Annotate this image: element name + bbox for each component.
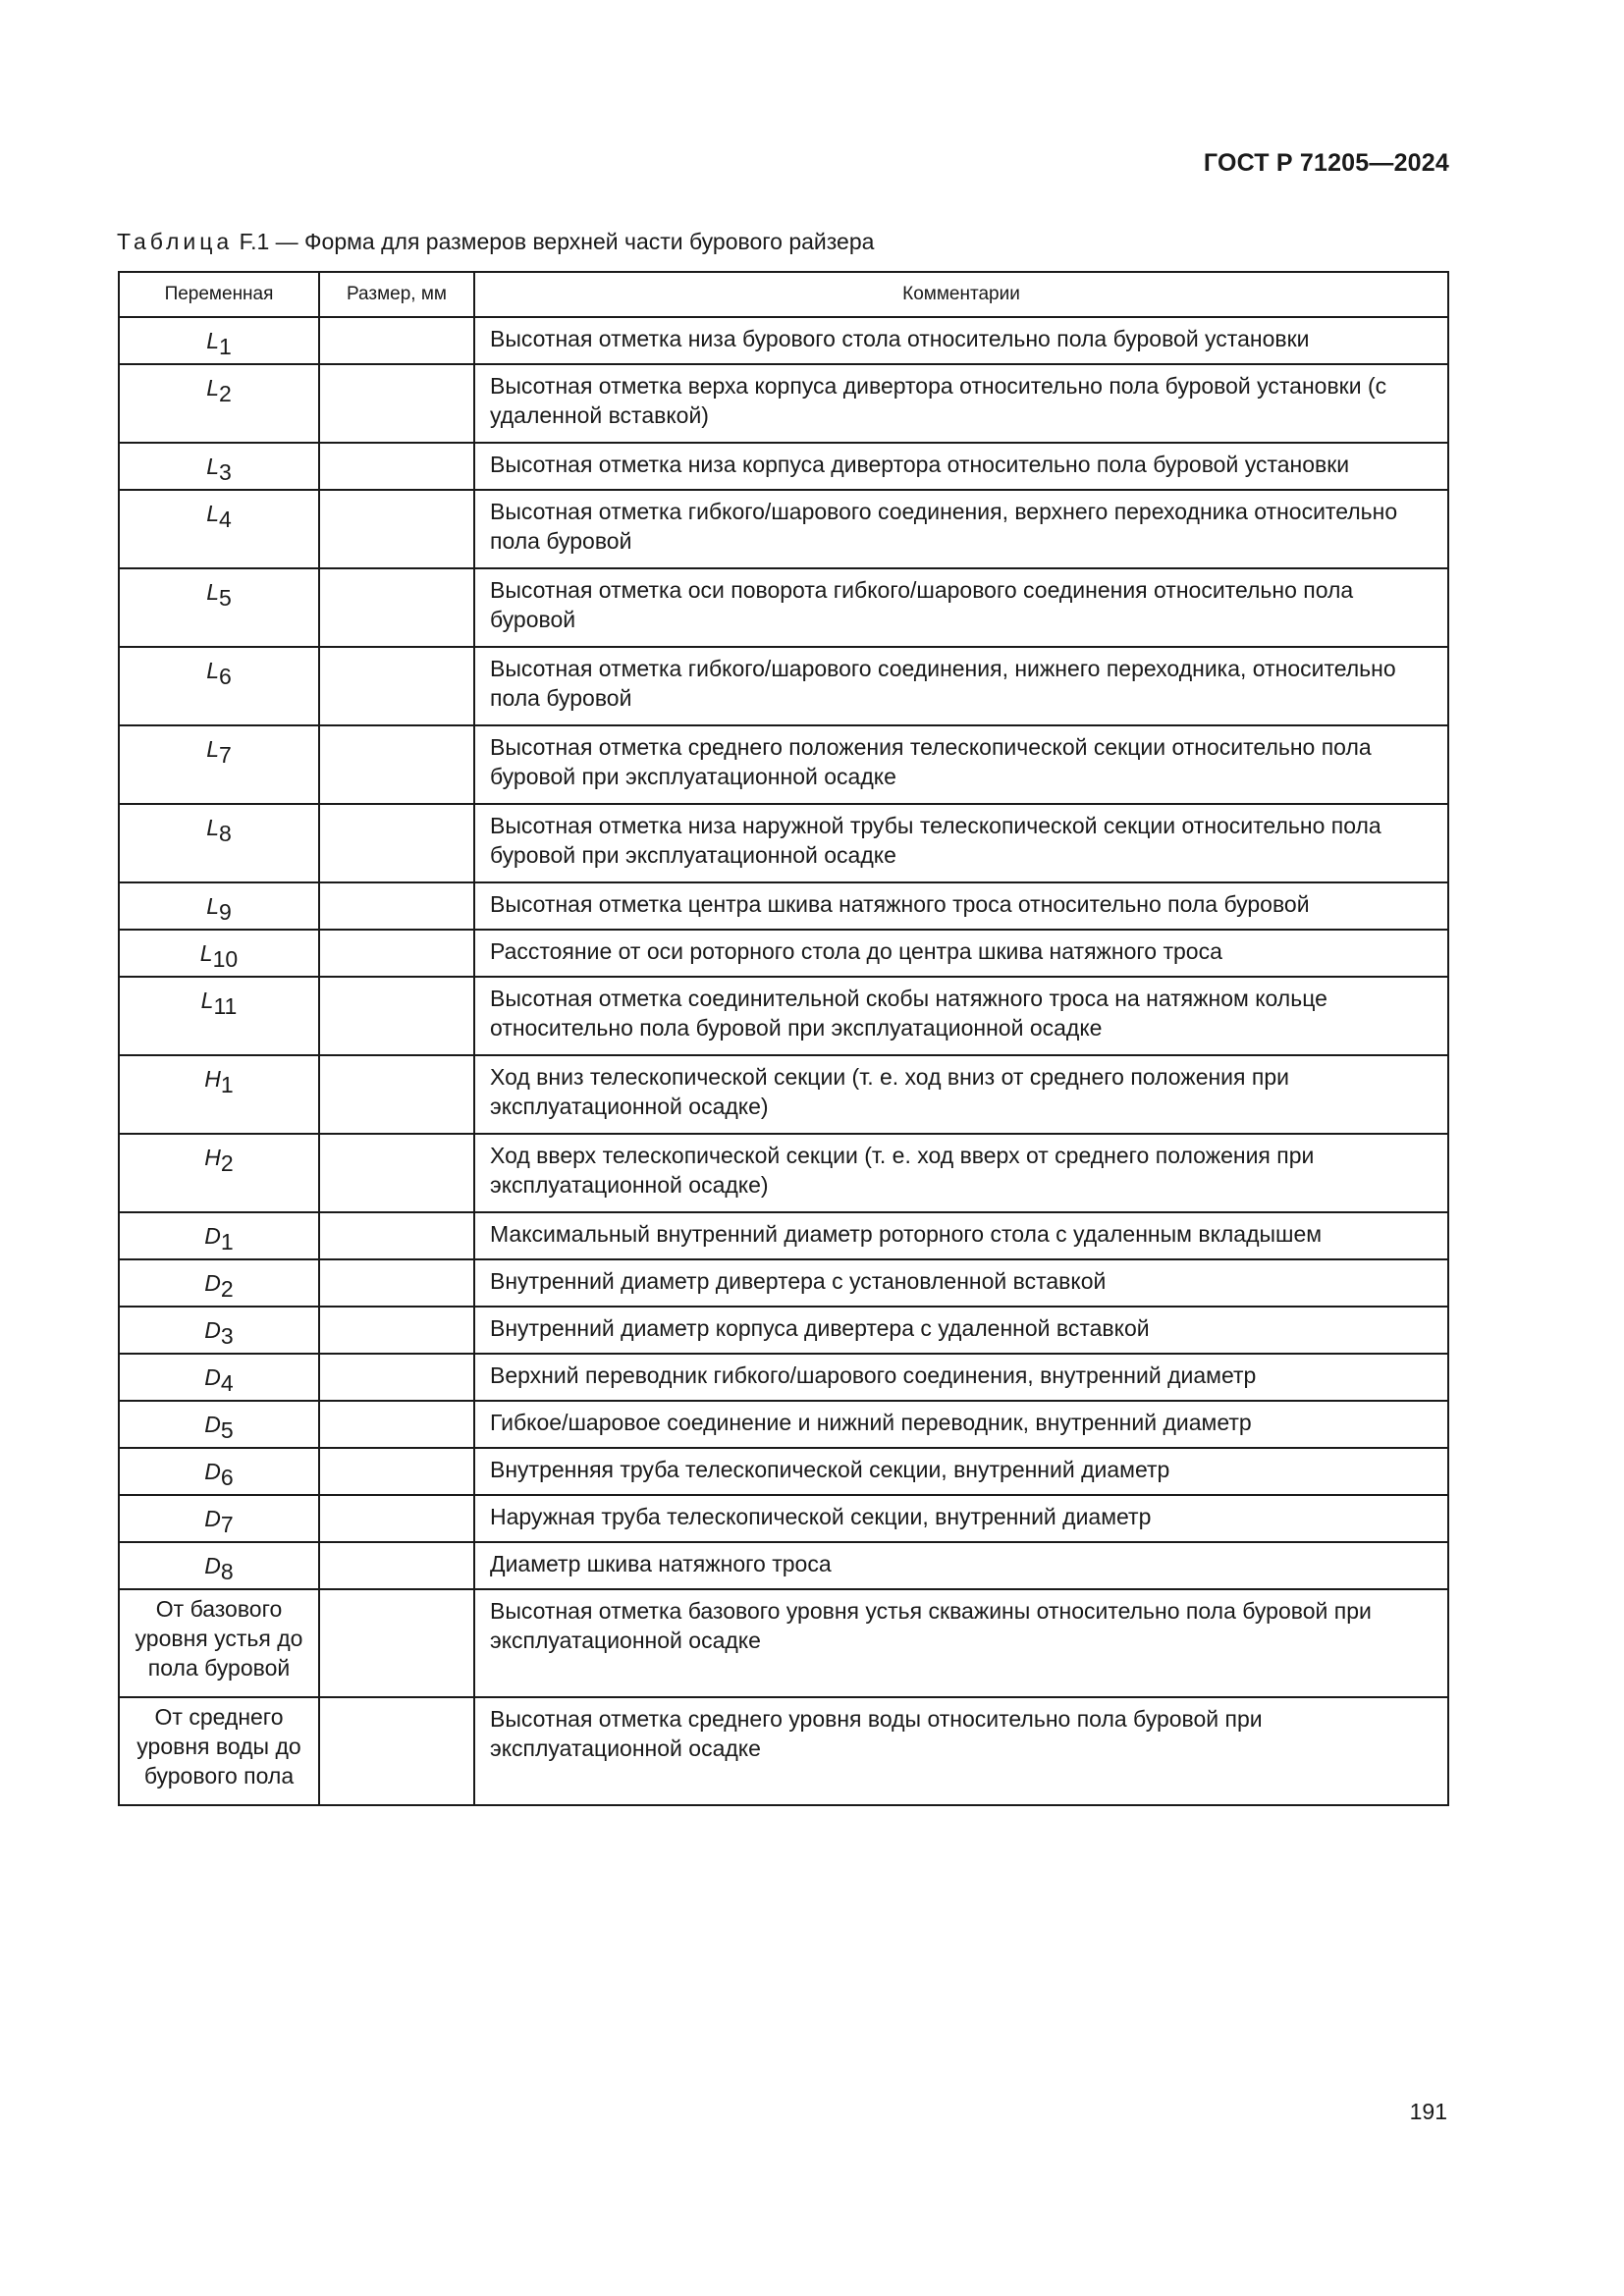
variable-subscript: 3 (219, 459, 232, 485)
variable-symbol: D (204, 1459, 221, 1484)
variable-cell (119, 1495, 319, 1542)
comment-cell: Ход вверх телескопической секции (т. е. ход вверх от среднего положения при эксплуатационной осадке) (474, 1134, 1448, 1212)
variable-symbol: D (204, 1317, 221, 1343)
comment-cell: Высотная отметка соединительной скобы натяжного троса на натяжном кольце относительно пола буровой при эксплуатационной осадке (474, 977, 1448, 1055)
comment-cell: Высотная отметка оси поворота гибкого/шарового соединения относительно пола буровой (474, 568, 1448, 647)
variable-symbol: L (199, 940, 213, 966)
comment-cell: Верхний переводник гибкого/шарового соединения, внутренний диаметр (474, 1354, 1448, 1401)
size-cell[interactable] (319, 1212, 474, 1259)
variable-cell (119, 1134, 319, 1212)
comment-cell: Максимальный внутренний диаметр роторного стола с удаленным вкладышем (474, 1212, 1448, 1259)
table-row (119, 1495, 1448, 1542)
variable-subscript: 4 (219, 507, 232, 532)
variable-cell (119, 1055, 319, 1134)
variable-cell (119, 977, 319, 1055)
table-row (119, 804, 1448, 882)
size-cell[interactable] (319, 804, 474, 882)
variable-symbol: D (204, 1223, 221, 1249)
variable-cell (119, 647, 319, 725)
variable-symbol: L (206, 501, 219, 526)
variable-symbol: L (206, 736, 219, 762)
variable-symbol: L (200, 988, 214, 1013)
variable-symbol: H (204, 1066, 221, 1092)
variable-cell (119, 1401, 319, 1448)
comment-cell: Высотная отметка низа бурового стола относительно пола буровой установки (474, 317, 1448, 364)
size-cell[interactable] (319, 647, 474, 725)
comment-cell: Гибкое/шаровое соединение и нижний переводник, внутренний диаметр (474, 1401, 1448, 1448)
variable-cell: От базового уровня устья до пола буровой (119, 1589, 319, 1697)
variable-subscript: 2 (219, 381, 232, 406)
variable-subscript: 11 (213, 993, 238, 1019)
comment-cell: Внутренняя труба телескопической секции, внутренний диаметр (474, 1448, 1448, 1495)
comment-cell: Высотная отметка гибкого/шарового соединения, нижнего переходника, относительно пола буровой (474, 647, 1448, 725)
variable-cell (119, 317, 319, 364)
table-row (119, 1589, 1448, 1697)
variable-subscript: 2 (220, 1276, 234, 1302)
size-cell[interactable] (319, 1589, 474, 1697)
table-row (119, 977, 1448, 1055)
size-cell[interactable] (319, 443, 474, 490)
table-row (119, 930, 1448, 977)
table-row (119, 1542, 1448, 1589)
size-cell[interactable] (319, 1259, 474, 1307)
variable-subscript: 2 (220, 1150, 234, 1176)
size-cell[interactable] (319, 1542, 474, 1589)
variable-subscript: 9 (219, 899, 232, 925)
table-row (119, 364, 1448, 443)
variable-cell (119, 882, 319, 930)
variable-cell (119, 804, 319, 882)
variable-cell (119, 568, 319, 647)
size-cell[interactable] (319, 882, 474, 930)
variable-symbol: D (204, 1553, 221, 1578)
variable-cell (119, 1542, 319, 1589)
variable-subscript: 1 (220, 1229, 234, 1255)
variable-symbol: D (204, 1270, 221, 1296)
variable-subscript: 1 (219, 334, 232, 359)
size-cell[interactable] (319, 1448, 474, 1495)
size-cell[interactable] (319, 1495, 474, 1542)
variable-cell (119, 1259, 319, 1307)
table-row (119, 1134, 1448, 1212)
variable-subscript: 5 (219, 585, 232, 611)
comment-cell: Внутренний диаметр дивертера с установленной вставкой (474, 1259, 1448, 1307)
comment-cell: Наружная труба телескопической секции, внутренний диаметр (474, 1495, 1448, 1542)
table-row (119, 1055, 1448, 1134)
comment-cell: Высотная отметка среднего уровня воды относительно пола буровой при эксплуатационной осадке (474, 1697, 1448, 1805)
variable-cell (119, 364, 319, 443)
comment-cell: Расстояние от оси роторного стола до центра шкива натяжного троса (474, 930, 1448, 977)
size-cell[interactable] (319, 568, 474, 647)
variable-cell (119, 490, 319, 568)
variable-symbol: L (206, 893, 219, 919)
size-cell[interactable] (319, 1055, 474, 1134)
comment-cell: Высотная отметка низа наружной трубы телескопической секции относительно пола буровой при эксплуатационной осадке (474, 804, 1448, 882)
table-row (119, 1401, 1448, 1448)
comment-cell: Высотная отметка низа корпуса дивертора относительно пола буровой установки (474, 443, 1448, 490)
variable-symbol: L (206, 658, 219, 683)
table-row (119, 317, 1448, 364)
caption-label: Таблица (117, 229, 234, 254)
size-cell[interactable] (319, 1354, 474, 1401)
variable-symbol: L (206, 328, 219, 353)
comment-cell: Ход вниз телескопической секции (т. е. ход вниз от среднего положения при эксплуатационной осадке) (474, 1055, 1448, 1134)
size-cell[interactable] (319, 1134, 474, 1212)
variable-subscript: 7 (219, 742, 232, 768)
variable-subscript: 1 (220, 1072, 234, 1097)
variable-subscript: 5 (220, 1417, 234, 1443)
comment-cell: Высотная отметка среднего положения телескопической секции относительно пола буровой при эксплуатационной осадке (474, 725, 1448, 804)
variable-subscript: 6 (219, 664, 232, 689)
variable-cell (119, 1212, 319, 1259)
column-header-size: Размер, мм (319, 272, 474, 317)
variable-cell (119, 1448, 319, 1495)
size-cell[interactable] (319, 725, 474, 804)
variable-symbol: D (204, 1506, 221, 1531)
table-row (119, 882, 1448, 930)
page-number: 191 (1409, 2099, 1447, 2124)
variable-subscript: 4 (220, 1370, 234, 1396)
variable-cell (119, 443, 319, 490)
table-header-row (119, 272, 1448, 317)
comment-cell: Высотная отметка гибкого/шарового соединения, верхнего переходника относительно пола буровой (474, 490, 1448, 568)
comment-cell: Высотная отметка верха корпуса дивертора относительно пола буровой установки (с удаленной вставкой) (474, 364, 1448, 443)
variable-symbol: H (204, 1145, 221, 1170)
table-row (119, 568, 1448, 647)
variable-subscript: 6 (220, 1465, 234, 1490)
size-cell[interactable] (319, 1401, 474, 1448)
comment-cell: Диаметр шкива натяжного троса (474, 1542, 1448, 1589)
variable-symbol: L (206, 375, 219, 400)
comment-cell: Внутренний диаметр корпуса дивертера с удаленной вставкой (474, 1307, 1448, 1354)
variable-subscript: 10 (212, 946, 239, 972)
document-code: ГОСТ Р 71205—2024 (1203, 149, 1449, 177)
variable-subscript: 8 (220, 1559, 234, 1584)
table-row (119, 1259, 1448, 1307)
table-caption (117, 229, 874, 255)
table-row (119, 1448, 1448, 1495)
table-row (119, 1697, 1448, 1805)
table-row (119, 490, 1448, 568)
variable-cell (119, 725, 319, 804)
size-cell[interactable] (319, 930, 474, 977)
table-row (119, 1354, 1448, 1401)
column-header-variable: Переменная (119, 272, 319, 317)
variable-cell (119, 930, 319, 977)
variable-symbol: D (204, 1364, 221, 1390)
table-row (119, 1307, 1448, 1354)
size-cell[interactable] (319, 364, 474, 443)
size-cell[interactable] (319, 1697, 474, 1805)
comment-cell: Высотная отметка базового уровня устья скважины относительно пола буровой при эксплуатационной осадке (474, 1589, 1448, 1697)
variable-symbol: L (206, 579, 219, 605)
variable-cell (119, 1354, 319, 1401)
variable-symbol: D (204, 1412, 221, 1437)
table-row (119, 443, 1448, 490)
variable-symbol: L (206, 815, 219, 840)
comment-cell: Высотная отметка центра шкива натяжного троса относительно пола буровой (474, 882, 1448, 930)
size-cell[interactable] (319, 977, 474, 1055)
column-header-comments: Комментарии (474, 272, 1448, 317)
table-row (119, 1212, 1448, 1259)
dimensions-table (118, 271, 1449, 1806)
variable-subscript: 8 (219, 821, 232, 846)
variable-symbol: L (206, 454, 219, 479)
variable-subscript: 3 (220, 1323, 234, 1349)
size-cell[interactable] (319, 490, 474, 568)
variable-cell (119, 1307, 319, 1354)
variable-cell: От среднего уровня воды до бурового пола (119, 1697, 319, 1805)
table-body (119, 317, 1448, 1805)
variable-subscript: 7 (220, 1512, 234, 1537)
caption-text: F.1 — Форма для размеров верхней части бурового райзера (233, 229, 875, 254)
size-cell[interactable] (319, 1307, 474, 1354)
table-row (119, 647, 1448, 725)
size-cell[interactable] (319, 317, 474, 364)
table-row (119, 725, 1448, 804)
